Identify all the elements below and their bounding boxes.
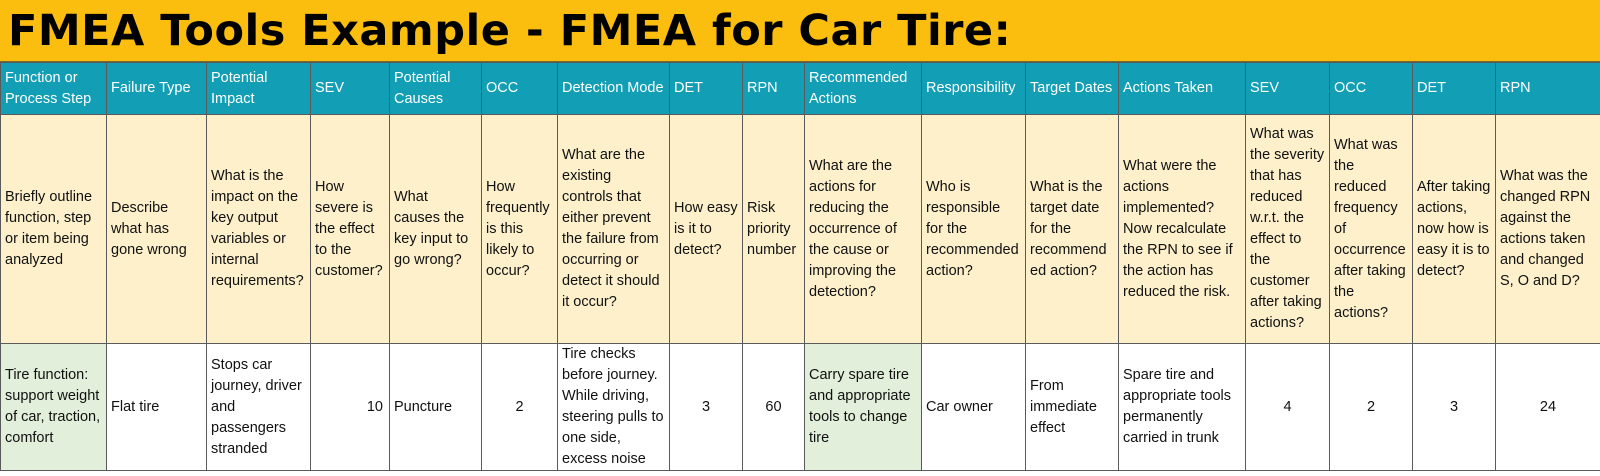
description-cell: What was the severity that has reduced w.r.t. the effect to the customer after taking actions? <box>1246 115 1330 344</box>
det-cell: 3 <box>670 344 743 471</box>
new-occ-cell: 2 <box>1330 344 1413 471</box>
description-cell: How frequently is this likely to occur? <box>482 115 558 344</box>
header-cell: RPN <box>743 63 805 115</box>
potential-causes-cell: Puncture <box>390 344 482 471</box>
header-cell: RPN <box>1496 63 1600 115</box>
recommended-actions-cell: Carry spare tire and appropriate tools to change tire <box>805 344 922 471</box>
header-cell: Actions Taken <box>1119 63 1246 115</box>
header-cell: Recommended Actions <box>805 63 922 115</box>
responsibility-cell: Car owner <box>922 344 1026 471</box>
sev-cell: 10 <box>311 344 390 471</box>
failure-type-cell: Flat tire <box>107 344 207 471</box>
header-cell: OCC <box>1330 63 1413 115</box>
description-cell: What causes the key input to go wrong? <box>390 115 482 344</box>
header-row <box>1 63 1600 115</box>
header-cell: Failure Type <box>107 63 207 115</box>
description-cell: After taking actions, now how is easy it is to detect? <box>1413 115 1496 344</box>
description-cell: What are the existing controls that either prevent the failure from occurring or detect it should it occur? <box>558 115 670 344</box>
new-sev-cell: 4 <box>1246 344 1330 471</box>
header-cell: DET <box>1413 63 1496 115</box>
description-cell: Who is responsible for the recommended action? <box>922 115 1026 344</box>
description-cell: What are the actions for reducing the occurrence of the cause or improving the detection? <box>805 115 922 344</box>
rpn-cell: 60 <box>743 344 805 471</box>
page-title: FMEA Tools Example - FMEA for Car Tire: <box>8 6 1012 56</box>
header-cell: Detection Mode <box>558 63 670 115</box>
description-cell: Risk priority number <box>743 115 805 344</box>
header-cell: Target Dates <box>1026 63 1119 115</box>
potential-impact-cell: Stops car journey, driver and passengers stranded <box>207 344 311 471</box>
title-banner <box>0 0 1600 62</box>
description-cell: What was the changed RPN against the actions taken and changed S, O and D? <box>1496 115 1600 344</box>
header-cell: SEV <box>1246 63 1330 115</box>
description-cell: What was the reduced frequency of occurrence after taking the actions? <box>1330 115 1413 344</box>
description-cell: Describe what has gone wrong <box>107 115 207 344</box>
description-cell: What were the actions implemented? Now recalculate the RPN to see if the action has reduced the risk. <box>1119 115 1246 344</box>
description-cell: What is the target date for the recommended action? <box>1026 115 1119 344</box>
actions-taken-cell: Spare tire and appropriate tools permanently carried in trunk <box>1119 344 1246 471</box>
target-dates-cell: From immediate effect <box>1026 344 1119 471</box>
detection-mode-cell: Tire checks before journey. While driving, steering pulls to one side, excess noise <box>558 344 670 471</box>
description-cell: How easy is it to detect? <box>670 115 743 344</box>
description-cell: Briefly outline function, step or item being analyzed <box>1 115 107 344</box>
header-cell: Function or Process Step <box>1 63 107 115</box>
description-row <box>1 115 1600 344</box>
header-cell: Responsibility <box>922 63 1026 115</box>
new-rpn-cell: 24 <box>1496 344 1600 471</box>
header-cell: SEV <box>311 63 390 115</box>
fmea-table <box>0 62 1600 471</box>
description-cell: How severe is the effect to the customer? <box>311 115 390 344</box>
header-cell: DET <box>670 63 743 115</box>
header-cell: Potential Impact <box>207 63 311 115</box>
description-cell: What is the impact on the key output variables or internal requirements? <box>207 115 311 344</box>
function-cell: Tire function: support weight of car, traction, comfort <box>1 344 107 471</box>
table-row <box>1 344 1600 471</box>
header-cell: OCC <box>482 63 558 115</box>
new-det-cell: 3 <box>1413 344 1496 471</box>
header-cell: Potential Causes <box>390 63 482 115</box>
occ-cell: 2 <box>482 344 558 471</box>
